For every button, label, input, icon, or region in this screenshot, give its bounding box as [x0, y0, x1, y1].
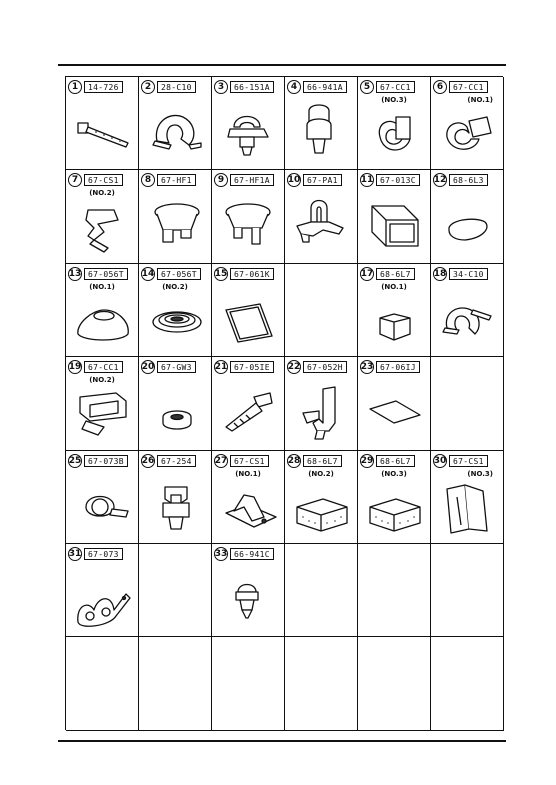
part-cell-23 — [358, 357, 431, 450]
tape-sheet-icon — [366, 383, 424, 443]
part-number: 1 — [68, 80, 82, 94]
hose-clamp-icon — [439, 290, 497, 350]
part-code: 68-6L7 — [303, 455, 342, 467]
part-cell-11 — [358, 170, 431, 263]
part-cell-10 — [285, 170, 358, 263]
part-cell-empty-39 — [212, 637, 285, 730]
grommet-icon — [147, 383, 205, 443]
part-note: (NO.1) — [235, 469, 261, 478]
weatherstrip-icon — [366, 196, 424, 256]
part-number: 8 — [141, 173, 155, 187]
part-cell-33 — [212, 544, 285, 637]
part-cell-empty-32 — [139, 544, 212, 637]
bottom-rule — [58, 740, 506, 742]
hose-holder-icon — [147, 196, 205, 256]
part-note: (NO.1) — [467, 96, 493, 104]
part-number: 31 — [68, 548, 82, 559]
part-number: 30 — [433, 455, 447, 466]
part-cell-empty-24 — [431, 357, 504, 450]
seal-plate-icon — [220, 290, 278, 350]
part-cell-1 — [66, 77, 139, 170]
hose-clamp-icon — [147, 103, 205, 163]
part-cell-empty-16 — [285, 264, 358, 357]
part-code: 68-6L7 — [376, 455, 415, 467]
part-cell-8 — [139, 170, 212, 263]
part-code: 67-HF1A — [230, 174, 274, 186]
part-code: 67-HF1 — [157, 174, 196, 186]
part-cell-19 — [66, 357, 139, 450]
part-cell-empty-35 — [358, 544, 431, 637]
part-code: 67-CC1 — [84, 361, 123, 373]
part-number: 15 — [214, 268, 228, 279]
hose-holder-icon — [220, 196, 278, 256]
part-note: (NO.3) — [381, 469, 407, 478]
part-code: 67-CC1 — [376, 81, 415, 93]
part-note: (NO.2) — [162, 282, 188, 291]
part-cell-empty-42 — [431, 637, 504, 730]
part-code: 67-056T — [84, 268, 128, 280]
part-note: (NO.3) — [467, 469, 493, 478]
part-code: 67-061K — [230, 268, 274, 280]
double-clip-icon — [293, 103, 351, 163]
part-code: 67-CS1 — [230, 455, 269, 467]
part-cell-12 — [431, 170, 504, 263]
part-code: 67-052H — [303, 361, 347, 373]
harness-clip-icon — [74, 383, 132, 443]
part-number: 18 — [433, 268, 447, 279]
part-number: 28 — [287, 455, 301, 466]
part-cell-26 — [139, 451, 212, 544]
foam-block-icon — [366, 477, 424, 537]
part-number: 11 — [360, 175, 374, 186]
part-number: 33 — [214, 548, 228, 559]
part-number: 20 — [141, 362, 155, 373]
part-cell-empty-36 — [431, 544, 504, 637]
part-code: 67-PA1 — [303, 174, 342, 186]
part-note: (NO.2) — [89, 376, 115, 385]
cable-stand-icon — [439, 477, 497, 537]
part-cell-3 — [212, 77, 285, 170]
part-code: 67-073 — [84, 548, 123, 560]
part-code: 67-GW3 — [157, 361, 196, 373]
part-cell-21 — [212, 357, 285, 450]
part-number: 29 — [360, 455, 374, 466]
parts-grid — [65, 76, 503, 730]
part-cell-28 — [285, 451, 358, 544]
part-cell-4 — [285, 77, 358, 170]
part-cell-empty-34 — [285, 544, 358, 637]
rubber-block-icon — [366, 290, 424, 350]
part-cell-empty-38 — [139, 637, 212, 730]
part-cell-22 — [285, 357, 358, 450]
part-cell-20 — [139, 357, 212, 450]
part-cell-17 — [358, 264, 431, 357]
part-code: 67-06IJ — [376, 361, 420, 373]
part-number: 26 — [141, 455, 155, 466]
part-cell-14 — [139, 264, 212, 357]
part-cell-7 — [66, 170, 139, 263]
cable-stand-icon — [220, 477, 278, 537]
push-clip-icon — [220, 570, 278, 630]
part-cell-18 — [431, 264, 504, 357]
cable-tie-icon — [74, 103, 132, 163]
part-cell-9 — [212, 170, 285, 263]
part-number: 23 — [360, 362, 374, 373]
part-code: 66-941C — [230, 548, 274, 560]
part-number: 12 — [433, 175, 447, 186]
part-number: 19 — [68, 362, 82, 373]
part-cell-25 — [66, 451, 139, 544]
part-code: 68-6L3 — [449, 174, 488, 186]
part-number: 13 — [68, 268, 82, 279]
part-number: 9 — [214, 173, 228, 187]
part-code: 67-073B — [84, 455, 128, 467]
part-number: 17 — [360, 268, 374, 279]
part-number: 4 — [287, 80, 301, 94]
part-number: 10 — [287, 175, 301, 186]
part-number: 14 — [141, 268, 155, 279]
part-number: 3 — [214, 80, 228, 94]
clip-icon — [366, 103, 424, 163]
foam-block-icon — [293, 477, 351, 537]
part-code: 66-941A — [303, 81, 347, 93]
grommet-icon — [74, 290, 132, 350]
part-cell-empty-41 — [358, 637, 431, 730]
part-cell-30 — [431, 451, 504, 544]
part-number: 5 — [360, 80, 374, 94]
part-code: 67-CS1 — [449, 455, 488, 467]
part-cell-15 — [212, 264, 285, 357]
harness-clip-icon — [220, 103, 278, 163]
part-note: (NO.1) — [89, 282, 115, 291]
double-clamp-icon — [74, 570, 132, 630]
part-code: 67-CC1 — [449, 81, 488, 93]
part-cell-29 — [358, 451, 431, 544]
part-cell-31 — [66, 544, 139, 637]
clip-icon — [439, 103, 497, 163]
part-note: (NO.2) — [89, 189, 115, 198]
pad-icon — [439, 196, 497, 256]
part-code: 67-05IE — [230, 361, 274, 373]
clip-icon — [147, 477, 205, 537]
part-number: 22 — [287, 362, 301, 373]
cable-stand-icon — [74, 196, 132, 256]
part-code: 28-C10 — [157, 81, 196, 93]
part-note: (NO.3) — [381, 96, 407, 104]
top-rule — [58, 64, 506, 66]
p-clamp-icon — [74, 477, 132, 537]
part-cell-6 — [431, 77, 504, 170]
part-code: 14-726 — [84, 81, 123, 93]
part-code: 66-151A — [230, 81, 274, 93]
push-tie-icon — [220, 383, 278, 443]
bracket-clip-icon — [293, 383, 351, 443]
part-number: 27 — [214, 455, 228, 466]
part-note: (NO.2) — [308, 469, 334, 478]
pipe-bracket-icon — [293, 196, 351, 256]
part-cell-empty-40 — [285, 637, 358, 730]
part-cell-27 — [212, 451, 285, 544]
part-cell-5 — [358, 77, 431, 170]
part-number: 21 — [214, 362, 228, 373]
part-code: 68-6L7 — [376, 268, 415, 280]
part-number: 6 — [433, 80, 447, 94]
part-number: 2 — [141, 80, 155, 94]
grommet-ring-icon — [147, 290, 205, 350]
part-number: 25 — [68, 455, 82, 466]
part-code: 34-C10 — [449, 268, 488, 280]
part-note: (NO.1) — [381, 282, 407, 291]
part-code: 67-254 — [157, 455, 196, 467]
part-code: 67-CS1 — [84, 174, 123, 186]
part-code: 67-056T — [157, 268, 201, 280]
part-number: 7 — [68, 173, 82, 187]
part-cell-2 — [139, 77, 212, 170]
part-cell-13 — [66, 264, 139, 357]
part-cell-empty-37 — [66, 637, 139, 730]
part-code: 67-013C — [376, 174, 420, 186]
